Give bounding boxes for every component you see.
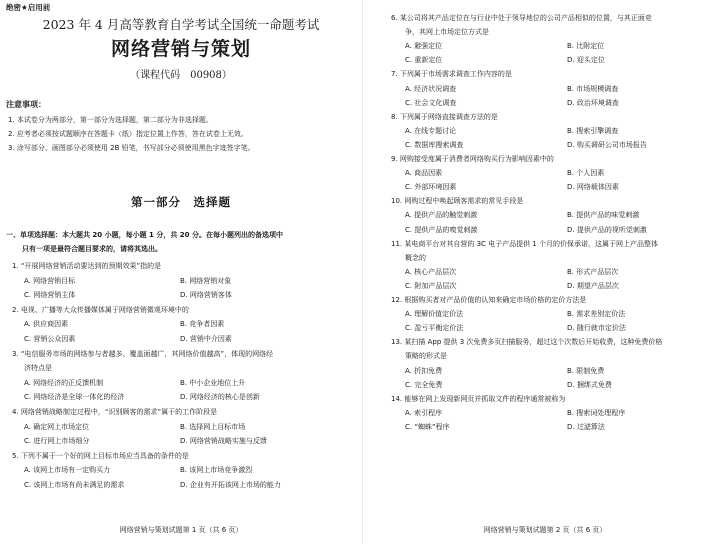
answer-option: A. 索引程序 — [405, 408, 443, 417]
answer-option: A. 网络营销目标 — [24, 276, 76, 285]
answer-option: D. 购买调研公司市场报告 — [567, 140, 647, 149]
answer-option: B. 市场规模调查 — [567, 84, 619, 93]
question-stem: 12. 根据购买者对产品价值的认知来确定市场价格的定价方法是 — [391, 296, 587, 304]
question-stem: 4. 网络营销战略制定过程中，“识别顾客的需求”属于的工作阶段是 — [12, 408, 218, 416]
answer-option: D. 网络经济的核心是创新 — [180, 393, 260, 402]
answer-option: C. 附加产品层次 — [405, 281, 457, 290]
answer-option: A. 避强定位 — [405, 42, 443, 51]
page-footer: 网络营销与策划试题第 1 页（共 6 页） — [119, 526, 243, 534]
question-stem: 概念的 — [405, 253, 426, 262]
answer-option: D. 网络营销客体 — [180, 291, 232, 300]
paper-title: 网络营销与策划 — [110, 38, 251, 60]
question-stem: 14. 能够在网上发现新网页并抓取文件的程序通常被称为 — [391, 394, 566, 403]
part-title: 第一部分 选择题 — [131, 195, 231, 209]
answer-option: B. 搜索引擎调查 — [567, 126, 619, 135]
question-stem: 8. 下列属于网络直接调查方法的是 — [391, 112, 498, 121]
question-stem: 争，其网上市场定位方式是 — [405, 28, 489, 37]
notes-heading: 注意事项： — [6, 100, 46, 109]
question-stem: 5. 下列不属于一个好的网上目标市场应当具备的条件的是 — [12, 451, 189, 460]
question-stem: 13. 某扫描 App 提供 3 次免费多页扫描服务，超过这个次数后开始收费，这种免费价格 — [391, 338, 663, 347]
answer-option: D. 政治环境调查 — [567, 98, 619, 107]
answer-option: B. 个人因素 — [567, 169, 605, 178]
note-item: 3. 涂写部分、画图部分必须使用 2B 铅笔，书写部分必须使用黑色字迹签字笔。 — [8, 144, 255, 152]
answer-option: C. “蜘蛛”程序 — [405, 422, 450, 431]
note-item: 2. 应考者必须按试题顺序在答题卡（纸）指定位置上作答，答在试卷上无效。 — [8, 130, 248, 138]
question-stem: 9. 网购接受度属于消费者网络购买行为影响因素中的 — [391, 155, 554, 163]
answer-option: B. 提供产品的味觉刺激 — [567, 211, 640, 220]
answer-option: C. 网络经济是全球一体化的经济 — [24, 393, 125, 402]
section-instruction: 只有一项是最符合题目要求的，请将其选出。 — [22, 245, 162, 253]
exam-page-2 — [363, 0, 727, 544]
exam-page-1 — [0, 0, 362, 544]
question-stem: 3. “电信服务市场的网络参与者越多、覆盖面越广，其网络价值越高”，体现的网络经 — [12, 349, 274, 358]
answer-option: D. 营销中介因素 — [180, 335, 232, 343]
section-instruction: 一、单项选择题：本大题共 20 小题，每小题 1 分，共 20 分。在每小题列出的备选项中 — [6, 231, 283, 239]
answer-option: D. 过滤算法 — [567, 422, 605, 431]
answer-option: C. 提供产品的嗅觉刺激 — [405, 225, 478, 234]
answer-option: C. 盈亏平衡定价法 — [405, 324, 464, 333]
answer-option: B. 选择网上目标市场 — [180, 422, 246, 431]
answer-option: B. 该网上市场竞争激烈 — [180, 466, 253, 475]
answer-option: C. 网络营销主体 — [24, 291, 76, 300]
question-stem: 10. 网购过程中唤起顾客需求的常见手段是 — [391, 197, 524, 206]
answer-option: A. 提供产品的触觉刺激 — [405, 211, 478, 220]
confidential-mark: 绝密★启用前 — [6, 3, 51, 12]
question-stem: 2. 电视、广播等大众传播媒体属于网络营销微观环境中的 — [12, 305, 189, 314]
answer-option: A. 理解价值定价法 — [405, 310, 464, 319]
answer-option: D. 随行就市定价法 — [567, 324, 626, 333]
answer-option: A. 网络经济的正反馈机制 — [24, 378, 104, 387]
answer-option: C. 外部环境因素 — [405, 183, 457, 192]
answer-option: C. 社会文化调查 — [405, 98, 457, 107]
answer-option: C. 重新定位 — [405, 56, 443, 65]
question-stem: 济特点是 — [24, 364, 52, 373]
question-stem: 策略的形式是 — [405, 352, 447, 361]
page-footer: 网络营销与策划试题第 2 页（共 6 页） — [483, 526, 607, 534]
answer-option: C. 完全免费 — [405, 380, 443, 389]
answer-option: A. 商品因素 — [405, 169, 443, 178]
answer-option: D. 期望产品层次 — [567, 281, 619, 290]
note-item: 1. 本试卷分为两部分，第一部分为选择题，第二部分为非选择题。 — [8, 116, 213, 124]
answer-option: A. 确定网上市场定位 — [24, 422, 90, 431]
answer-option: B. 网络营销对象 — [180, 276, 232, 285]
answer-option: A. 供应商因素 — [24, 320, 69, 329]
question-stem: 1. “开展网络营销活动要达到的预期效果”指的是 — [12, 262, 162, 270]
answer-option: B. 需求差别定价法 — [567, 310, 626, 319]
question-stem: 7. 下列属于市场需求调查工作内容的是 — [391, 70, 512, 79]
answer-option: B. 比附定位 — [567, 42, 605, 51]
answer-option: D. 迎头定位 — [567, 56, 605, 65]
answer-option: A. 该网上市场有一定购买力 — [24, 466, 111, 475]
question-stem: 11. 某电商平台对其自营的 3C 电子产品提供 1 个月的价保承诺，这属于网上产品整体 — [391, 239, 659, 248]
answer-option: A. 经济状况调查 — [405, 84, 457, 93]
answer-option: D. 提供产品的视听觉刺激 — [567, 225, 647, 234]
answer-option: B. 中小企业地位上升 — [180, 378, 246, 387]
answer-option: B. 形式产品层次 — [567, 267, 619, 276]
answer-option: B. 搜索词处理程序 — [567, 408, 626, 417]
answer-option: D. 网络载体因素 — [567, 183, 619, 192]
answer-option: B. 竞争者因素 — [180, 320, 225, 329]
answer-option: A. 折扣免费 — [405, 366, 443, 375]
answer-option: C. 营销公众因素 — [24, 335, 76, 343]
course-code: （课程代码 00908） — [130, 70, 232, 81]
answer-option: D. 企业有开拓该网上市场的能力 — [180, 481, 281, 489]
question-stem: 6. 某公司将其产品定位在与行业中处于领导地位的公司产品相似的位置，与其正面竞 — [391, 14, 652, 22]
answer-option: D. 捆绑式免费 — [567, 380, 612, 389]
answer-option: A. 核心产品层次 — [405, 267, 457, 276]
answer-option: B. 限制免费 — [567, 366, 605, 375]
answer-option: C. 进行网上市场细分 — [24, 437, 90, 446]
answer-option: D. 网络营销战略实施与反馈 — [180, 437, 267, 446]
answer-option: A. 在线专题讨论 — [405, 126, 457, 135]
answer-option: C. 数据库搜索调查 — [405, 140, 464, 149]
answer-option: C. 该网上市场有尚未满足的需求 — [24, 481, 125, 489]
exam-title: 2023 年 4 月高等教育自学考试全国统一命题考试 — [42, 17, 320, 32]
